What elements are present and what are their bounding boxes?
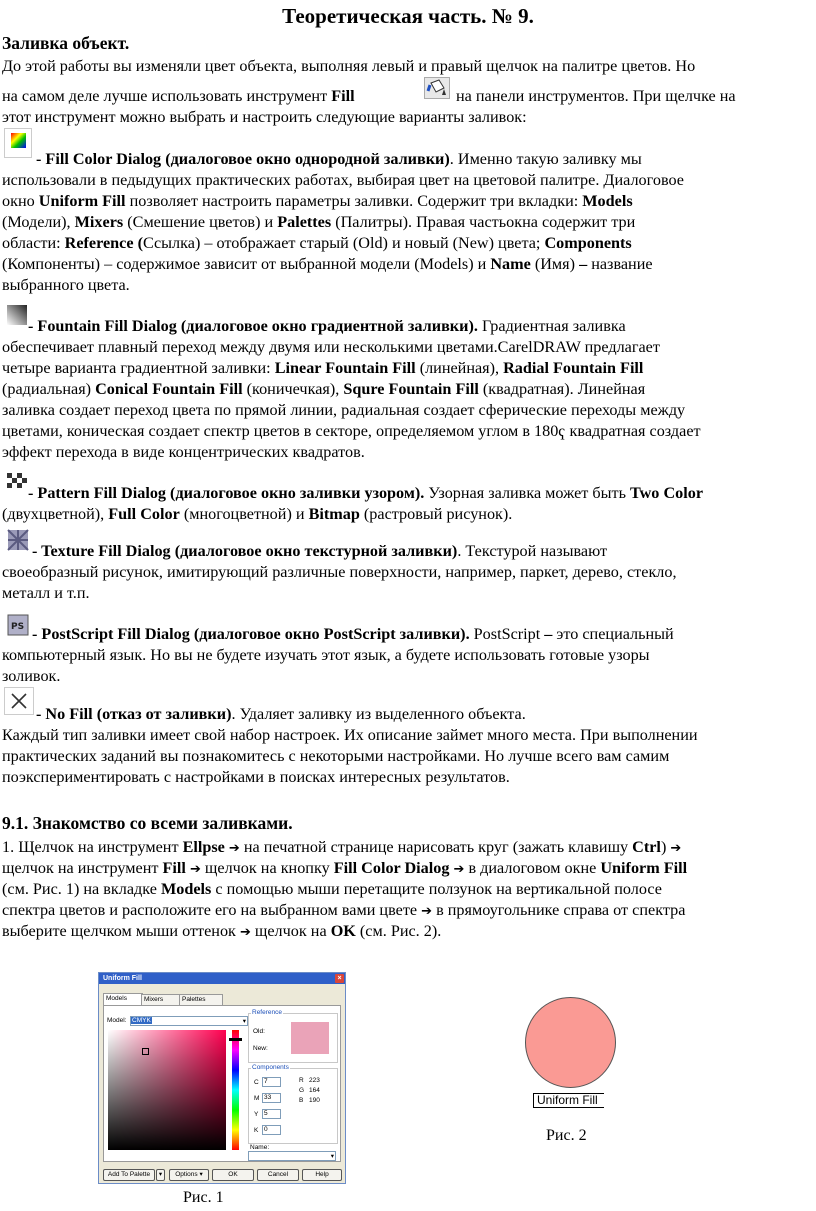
section-heading-9-1: 9.1. Знакомство со всеми заливками. xyxy=(2,813,293,833)
fountain-line-1: - Fountain Fill Dialog (диалоговое окно градиентной заливки). Градиентная заливка xyxy=(28,317,626,335)
m-field[interactable]: 33 xyxy=(262,1093,281,1103)
texture-line-2: своеобразный рисунок, имитирующий различные поверхности, например, паркет, дерево, стекло, xyxy=(2,563,677,581)
chevron-down-icon: ▾ xyxy=(199,1171,203,1178)
new-label: New: xyxy=(253,1045,268,1052)
fountain-fill-dialog-icon xyxy=(4,302,30,328)
g-value: 164 xyxy=(309,1087,320,1094)
name-select[interactable] xyxy=(248,1151,336,1161)
ok-button[interactable]: OK xyxy=(212,1169,254,1181)
add-to-palette-menu-button[interactable] xyxy=(156,1169,165,1181)
components-label: Components xyxy=(252,1064,289,1071)
g-label: G xyxy=(299,1087,305,1094)
fill-color-line-4: (Модели), Mixers (Смешение цветов) и Palettes (Палитры). Правая частьокна содержит три xyxy=(2,213,636,231)
postscript-line-2: компьютерный язык. Но вы не будете изучать этот язык, а будете использовать готовые узоры xyxy=(2,646,650,664)
postscript-line-3: золивок. xyxy=(2,667,61,685)
no-fill-line-2: Каждый тип заливки имеет свой набор настроек. Их описание займет много места. При выполнении xyxy=(2,726,698,744)
fill-color-line-5: области: Reference (Ссылка) – отображает старый (Old) и новый (New) цвета; Components xyxy=(2,234,632,252)
page-title: Теоретическая часть. № 9. xyxy=(282,4,534,28)
b-label: B xyxy=(299,1097,304,1104)
intro-line-2: на самом деле лучше использовать инструмент Fill xyxy=(2,87,355,105)
b-value: 190 xyxy=(309,1097,320,1104)
no-fill-icon xyxy=(4,687,34,715)
uniform-fill-label: Uniform Fill xyxy=(533,1093,604,1108)
postscript-fill-dialog-icon xyxy=(4,612,32,638)
caption-fig-2: Рис. 2 xyxy=(546,1127,587,1144)
caption-fig-1: Рис. 1 xyxy=(183,1189,224,1206)
fountain-line-6: цветами, коническая создает спектр цветов в секторе, определяемом углом в 180ҁ квадратная создает xyxy=(2,422,701,440)
fountain-line-5: заливка создает переход цвета по прямой линии, радиальная создает сферические переходы между xyxy=(2,401,686,419)
fountain-line-3: четыре варианта градиентной заливки: Linear Fountain Fill (линейная), Radial Fountain Fill xyxy=(2,359,644,377)
step-line-3: (см. Рис. 1) на вкладке Models с помощью мыши перетащите ползунок на вертикальной полосе xyxy=(2,880,662,898)
no-fill-line-4: поэкспериментировать с настройками в поисках интересных результатов. xyxy=(2,768,510,786)
step-line-2: щелчок на инструмент Fill ➔ щелчок на кнопку Fill Color Dialog ➔ в диалоговом окне Uniform Fill xyxy=(2,859,688,877)
fill-color-dialog-icon xyxy=(4,128,32,158)
model-label: Model: xyxy=(107,1017,127,1024)
chevron-down-icon: ▾ xyxy=(330,1153,334,1160)
no-fill-line-1: - No Fill (отказ от заливки). Удаляет заливку из выделенного объекта. xyxy=(36,705,526,723)
chevron-down-icon: ▾ xyxy=(158,1171,163,1178)
postscript-line-1: - PostScript Fill Dialog (диалоговое окно PostScript заливки). PostScript – это специальный xyxy=(32,625,674,643)
fill-color-line-6: (Компоненты) – содержимое зависит от выбранной модели (Models) и Name (Имя) – название xyxy=(2,255,653,273)
old-label: Old: xyxy=(253,1028,265,1035)
k-label: K xyxy=(254,1127,259,1134)
model-select[interactable]: CMYK ▾ xyxy=(132,1017,246,1025)
pattern-line-1: - Pattern Fill Dialog (диалоговое окно заливки узором). Узорная заливка может быть Two Color xyxy=(28,484,704,502)
pattern-fill-dialog-icon xyxy=(4,470,30,494)
tab-palettes[interactable]: Palettes xyxy=(179,994,223,1005)
fill-color-line-7: выбранного цвета. xyxy=(2,276,130,294)
dialog-body xyxy=(103,1005,341,1162)
texture-line-3: металл и т.п. xyxy=(2,584,90,602)
options-button[interactable]: Options ▾ xyxy=(169,1169,209,1181)
tab-models[interactable]: Models xyxy=(103,993,143,1005)
section-heading-fill: Заливка объект. xyxy=(2,33,130,53)
new-color-swatch xyxy=(291,1022,329,1054)
fountain-line-2: обеспечивает плавный переход между двумя или несколькими цветами.CarelDRAW предлагает xyxy=(2,338,660,356)
fountain-line-7: эффект перехода в виде концентрических квадратов. xyxy=(2,443,365,461)
fill-tool-icon xyxy=(424,77,450,99)
cancel-button[interactable]: Cancel xyxy=(257,1169,299,1181)
r-value: 223 xyxy=(309,1077,320,1084)
dialog-close-button[interactable]: × xyxy=(335,974,344,983)
c-field[interactable]: 7 xyxy=(262,1077,281,1087)
hue-slider-handle[interactable] xyxy=(229,1038,242,1041)
fountain-line-4: (радиальная) Conical Fountain Fill (коничечкая), Squre Fountain Fill (квадратная). Линейная xyxy=(2,380,646,398)
step-line-5: выберите щелчком мыши оттенок ➔ щелчок на OK (см. Рис. 2). xyxy=(2,922,442,940)
c-label: C xyxy=(254,1079,259,1086)
reference-group xyxy=(248,1009,338,1063)
chevron-down-icon: ▾ xyxy=(242,1018,246,1025)
y-label: Y xyxy=(254,1111,259,1118)
uniform-fill-dialog xyxy=(98,972,346,1184)
color-picker-marker[interactable] xyxy=(142,1048,149,1055)
no-fill-line-3: практических заданий вы познакомитесь с некоторыми настройками. Но лучше всего вам самим xyxy=(2,747,670,765)
tab-mixers[interactable]: Mixers xyxy=(141,994,181,1005)
step-line-1: 1. Щелчок на инструмент Ellpse ➔ на печатной странице нарисовать круг (зажать клавишу Ctrl) ➔ xyxy=(2,838,682,856)
intro-line-1: До этой работы вы изменяли цвет объекта, выполняя левый и правый щелчок на палитре цветов. Но xyxy=(2,57,696,75)
color-spectrum-field[interactable] xyxy=(108,1030,226,1150)
k-field[interactable]: 0 xyxy=(262,1125,281,1135)
pattern-line-2: (двухцветной), Full Color (многоцветной) и Bitmap (растровый рисунок). xyxy=(2,505,513,523)
intro-line-2b: на панели инструментов. При щелчке на xyxy=(456,87,736,105)
step-line-4: спектра цветов и расположите его на выбранном вами цвете ➔ в прямоугольнике справа от спектра xyxy=(2,901,686,919)
y-field[interactable]: 5 xyxy=(262,1109,281,1119)
r-label: R xyxy=(299,1077,304,1084)
fill-color-line-2: использовали в педыдущих практических работах, выбирая цвет на цветовой палитре. Диалоговое xyxy=(2,171,684,189)
dialog-title: Uniform Fill xyxy=(103,975,142,982)
svg-text:PS: PS xyxy=(11,622,25,632)
fill-color-line-3: окно Uniform Fill позволяет настроить параметры заливки. Содержит три вкладки: Models xyxy=(2,192,633,210)
hue-slider[interactable] xyxy=(232,1030,239,1150)
texture-line-1: - Texture Fill Dialog (диалоговое окно текстурной заливки). Текстурой называют xyxy=(32,542,608,560)
filled-circle xyxy=(525,997,616,1088)
name-label: Name: xyxy=(250,1144,270,1151)
intro-line-3: этот инструмент можно выбрать и настроить следующие варианты заливок: xyxy=(2,108,527,126)
reference-label: Reference xyxy=(252,1009,282,1016)
add-to-palette-button[interactable]: Add To Palette xyxy=(103,1169,155,1181)
m-label: M xyxy=(254,1095,260,1102)
help-button[interactable]: Help xyxy=(302,1169,342,1181)
components-group xyxy=(248,1064,338,1144)
dialog-title-bar xyxy=(99,973,345,984)
fill-color-line-1: - Fill Color Dialog (диалоговое окно однородной заливки). Именно такую заливку мы xyxy=(36,150,642,168)
texture-fill-dialog-icon xyxy=(4,527,32,553)
